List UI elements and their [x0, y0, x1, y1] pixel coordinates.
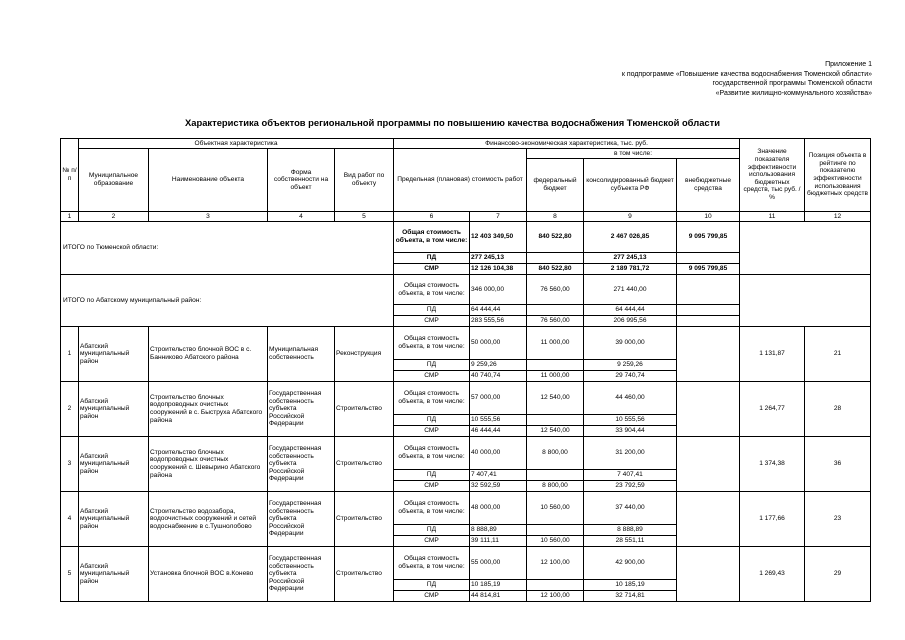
empty-cell [740, 275, 871, 327]
row-smr-cost: 46 444,44 [470, 426, 527, 437]
row-rating: 29 [805, 547, 871, 602]
row-smr-consolidated: 28 551,11 [584, 536, 677, 547]
row-municipality: Абатский муниципальный район [79, 327, 149, 382]
row-pd-consolidated: 10 185,19 [584, 580, 677, 591]
header-object-name: Наименование объекта [149, 149, 268, 212]
row-municipality: Абатский муниципальный район [79, 547, 149, 602]
row-total-consolidated: 39 000,00 [584, 327, 677, 360]
row-pd-cost: 7 407,41 [470, 470, 527, 481]
total-district-smr-federal: 76 560,00 [527, 316, 584, 327]
total-region-row [61, 222, 871, 253]
row-total-consolidated: 42 900,00 [584, 547, 677, 580]
row-pd-consolidated: 7 407,41 [584, 470, 677, 481]
row-pd-consolidated: 9 259,26 [584, 360, 677, 371]
row-object-name: Строительство блочных водопроводных очистных сооружений с. Шевырино Абатского района [149, 437, 268, 492]
total-region-federal: 840 522,80 [527, 222, 584, 253]
appendix-line-3: государственной программы Тюменской области [712, 80, 872, 88]
row-pd-consolidated: 10 555,56 [584, 415, 677, 426]
total-cost-label: Общая стоимость объекта, в том числе: [394, 382, 470, 415]
appendix-line-4: «Развитие жилищно-коммунального хозяйства» [715, 89, 872, 97]
row-total-federal: 12 540,00 [527, 382, 584, 415]
row-efficiency: 1 269,43 [740, 547, 805, 602]
smr-label: СМР [394, 591, 470, 602]
row-number: 4 [61, 492, 79, 547]
row-work-type: Строительство [335, 547, 394, 602]
total-region-pd-extra [677, 253, 740, 264]
total-cost-label: Общая стоимость объекта, в том числе: [394, 547, 470, 580]
col-number: 1 [61, 212, 79, 222]
document-title: Характеристика объектов региональной программы по повышению качества водоснабжения Тюменской области [185, 117, 720, 128]
total-region-smr-extra: 9 095 799,85 [677, 264, 740, 275]
row-municipality: Абатский муниципальный район [79, 382, 149, 437]
total-district-pd-cost: 64 444,44 [470, 305, 527, 316]
row-ownership: Государственная собственность субъекта Российской Федерации [268, 382, 335, 437]
row-pd-federal [527, 415, 584, 426]
row-total-consolidated: 31 200,00 [584, 437, 677, 470]
header-max-cost: Предельная (плановая) стоимость работ [394, 149, 527, 212]
row-work-type: Реконструкция [335, 327, 394, 382]
row-municipality: Абатский муниципальный район [79, 437, 149, 492]
smr-label: СМР [394, 481, 470, 492]
row-total-federal: 11 000,00 [527, 327, 584, 360]
total-cost-label: Общая стоимость объекта, в том числе: [394, 437, 470, 470]
object-row [61, 327, 871, 360]
appendix-line-2: к подпрограмме «Повышение качества водоснабжения Тюменской области» [621, 70, 872, 78]
row-ownership: Государственная собственность субъекта Российской Федерации [268, 437, 335, 492]
row-ownership: Муниципальная собственность [268, 327, 335, 382]
pd-label: ПД [394, 580, 470, 591]
row-extra-empty [677, 492, 740, 547]
col-number: 4 [268, 212, 335, 222]
col-number: 9 [584, 212, 677, 222]
pd-label: ПД [394, 305, 470, 316]
total-district-extra [677, 275, 740, 305]
col-number: 6 [394, 212, 470, 222]
smr-label: СМР [394, 264, 470, 275]
row-pd-cost: 9 259,26 [470, 360, 527, 371]
row-total-federal: 8 800,00 [527, 437, 584, 470]
col-number: 2 [79, 212, 149, 222]
row-total-cost: 57 000,00 [470, 382, 527, 415]
pd-label: ПД [394, 360, 470, 371]
object-row [61, 547, 871, 580]
total-region-consolidated: 2 467 026,85 [584, 222, 677, 253]
row-object-name: Строительство водозабора, водоочистных сооружений и сетей водоснабжение в с.Тушнолобово [149, 492, 268, 547]
row-total-cost: 50 000,00 [470, 327, 527, 360]
total-district-pd-consolidated: 64 444,44 [584, 305, 677, 316]
header-finance-group: Финансово-экономическая характеристика, тыс. руб. [394, 139, 740, 149]
total-district-smr-consolidated: 206 995,56 [584, 316, 677, 327]
total-region-smr-federal: 840 522,80 [527, 264, 584, 275]
row-smr-consolidated: 32 714,81 [584, 591, 677, 602]
header-efficiency: Значение показателя эффективности использования бюджетных средств, тыс руб. / % [740, 139, 805, 212]
total-region-extra: 9 095 799,85 [677, 222, 740, 253]
row-object-name: Строительство блочных водопроводных очистных сооружений в с. Быструха Абатского района [149, 382, 268, 437]
row-rating: 21 [805, 327, 871, 382]
row-pd-cost: 10 555,56 [470, 415, 527, 426]
pd-label: ПД [394, 525, 470, 536]
row-municipality: Абатский муниципальный район [79, 492, 149, 547]
total-cost-label: Общая стоимость объекта, в том числе: [394, 492, 470, 525]
row-smr-federal: 12 540,00 [527, 426, 584, 437]
col-number: 8 [527, 212, 584, 222]
col-number: 10 [677, 212, 740, 222]
row-total-federal: 12 100,00 [527, 547, 584, 580]
col-number: 11 [740, 212, 805, 222]
row-smr-federal: 8 800,00 [527, 481, 584, 492]
row-pd-federal [527, 525, 584, 536]
row-total-cost: 48 000,00 [470, 492, 527, 525]
header-no: № п/п [61, 139, 79, 212]
row-smr-consolidated: 29 740,74 [584, 371, 677, 382]
row-pd-cost: 10 185,19 [470, 580, 527, 591]
header-object-group: Объектная характеристика [79, 139, 394, 149]
smr-label: СМР [394, 316, 470, 327]
row-number: 2 [61, 382, 79, 437]
header-municipality: Муниципальное образование [79, 149, 149, 212]
row-smr-cost: 44 814,81 [470, 591, 527, 602]
header-extra: внебюджетные средства [677, 159, 740, 212]
total-region-smr-cost: 12 126 104,38 [470, 264, 527, 275]
row-work-type: Строительство [335, 492, 394, 547]
row-total-consolidated: 37 440,00 [584, 492, 677, 525]
total-district-smr-extra [677, 316, 740, 327]
row-total-cost: 40 000,00 [470, 437, 527, 470]
row-pd-federal [527, 470, 584, 481]
row-pd-federal [527, 580, 584, 591]
smr-label: СМР [394, 371, 470, 382]
header-ownership: Форма собственности на объект [268, 149, 335, 212]
total-district-federal: 76 560,00 [527, 275, 584, 305]
pd-label: ПД [394, 415, 470, 426]
smr-label: СМР [394, 426, 470, 437]
total-cost-label: Общая стоимость объекта, в том числе: [394, 327, 470, 360]
total-district-consolidated: 271 440,00 [584, 275, 677, 305]
total-cost-label: Общая стоимость объекта, в том числе: [394, 222, 470, 253]
row-total-federal: 10 560,00 [527, 492, 584, 525]
header-federal: федеральный бюджет [527, 159, 584, 212]
row-extra-empty [677, 547, 740, 602]
total-region-pd-cost: 277 245,13 [470, 253, 527, 264]
header-incl: в том числе: [527, 149, 740, 159]
pd-label: ПД [394, 253, 470, 264]
object-row [61, 492, 871, 525]
appendix-block [622, 60, 872, 98]
row-total-cost: 55 000,00 [470, 547, 527, 580]
header-rating: Позиция объекта в рейтинге по показателю эффективности использования бюджетных средств [805, 139, 871, 212]
pd-label: ПД [394, 470, 470, 481]
total-district-label: ИТОГО по Абатскому муниципальный район: [61, 275, 394, 327]
object-row [61, 382, 871, 415]
row-number: 5 [61, 547, 79, 602]
row-number: 1 [61, 327, 79, 382]
column-numbers-row [61, 212, 871, 222]
row-ownership: Государственная собственность субъекта Российской Федерации [268, 547, 335, 602]
row-efficiency: 1 177,66 [740, 492, 805, 547]
row-efficiency: 1 374,38 [740, 437, 805, 492]
row-pd-federal [527, 360, 584, 371]
object-row [61, 437, 871, 470]
appendix-line-1: Приложение 1 [825, 61, 872, 68]
header-work-type: Вид работ по объекту [335, 149, 394, 212]
total-district-row [61, 275, 871, 305]
row-rating: 28 [805, 382, 871, 437]
row-smr-cost: 40 740,74 [470, 371, 527, 382]
row-extra-empty [677, 437, 740, 492]
row-smr-federal: 11 000,00 [527, 371, 584, 382]
row-object-name: Установка блочной ВОС в.Конево [149, 547, 268, 602]
total-region-pd-consolidated: 277 245,13 [584, 253, 677, 264]
row-ownership: Государственная собственность субъекта Российской Федерации [268, 492, 335, 547]
total-region-label: ИТОГО по Тюменской области: [61, 222, 394, 275]
row-number: 3 [61, 437, 79, 492]
row-smr-federal: 12 100,00 [527, 591, 584, 602]
row-smr-consolidated: 33 904,44 [584, 426, 677, 437]
row-work-type: Строительство [335, 382, 394, 437]
total-cost-label: Общая стоимость объекта, в том числе: [394, 275, 470, 305]
total-region-cost: 12 403 349,50 [470, 222, 527, 253]
col-number: 3 [149, 212, 268, 222]
objects-table [60, 138, 871, 602]
total-region-pd-federal [527, 253, 584, 264]
row-smr-consolidated: 23 792,59 [584, 481, 677, 492]
total-district-cost: 346 000,00 [470, 275, 527, 305]
header-consolidated: консолидированный бюджет субъекта РФ [584, 159, 677, 212]
col-number: 12 [805, 212, 871, 222]
row-rating: 36 [805, 437, 871, 492]
row-extra-empty [677, 327, 740, 382]
total-district-pd-extra [677, 305, 740, 316]
row-pd-consolidated: 8 888,89 [584, 525, 677, 536]
row-rating: 23 [805, 492, 871, 547]
row-efficiency: 1 131,87 [740, 327, 805, 382]
smr-label: СМР [394, 536, 470, 547]
col-number: 5 [335, 212, 394, 222]
total-region-smr-consolidated: 2 189 781,72 [584, 264, 677, 275]
row-pd-cost: 8 888,89 [470, 525, 527, 536]
row-smr-federal: 10 560,00 [527, 536, 584, 547]
total-district-pd-federal [527, 305, 584, 316]
row-work-type: Строительство [335, 437, 394, 492]
row-smr-cost: 32 592,59 [470, 481, 527, 492]
total-district-smr-cost: 283 555,56 [470, 316, 527, 327]
empty-cell [740, 222, 871, 275]
col-number: 7 [470, 212, 527, 222]
row-efficiency: 1 264,77 [740, 382, 805, 437]
row-extra-empty [677, 382, 740, 437]
row-total-consolidated: 44 460,00 [584, 382, 677, 415]
row-smr-cost: 39 111,11 [470, 536, 527, 547]
row-object-name: Строительство блочной ВОС в с. Банниково Абатского района [149, 327, 268, 382]
